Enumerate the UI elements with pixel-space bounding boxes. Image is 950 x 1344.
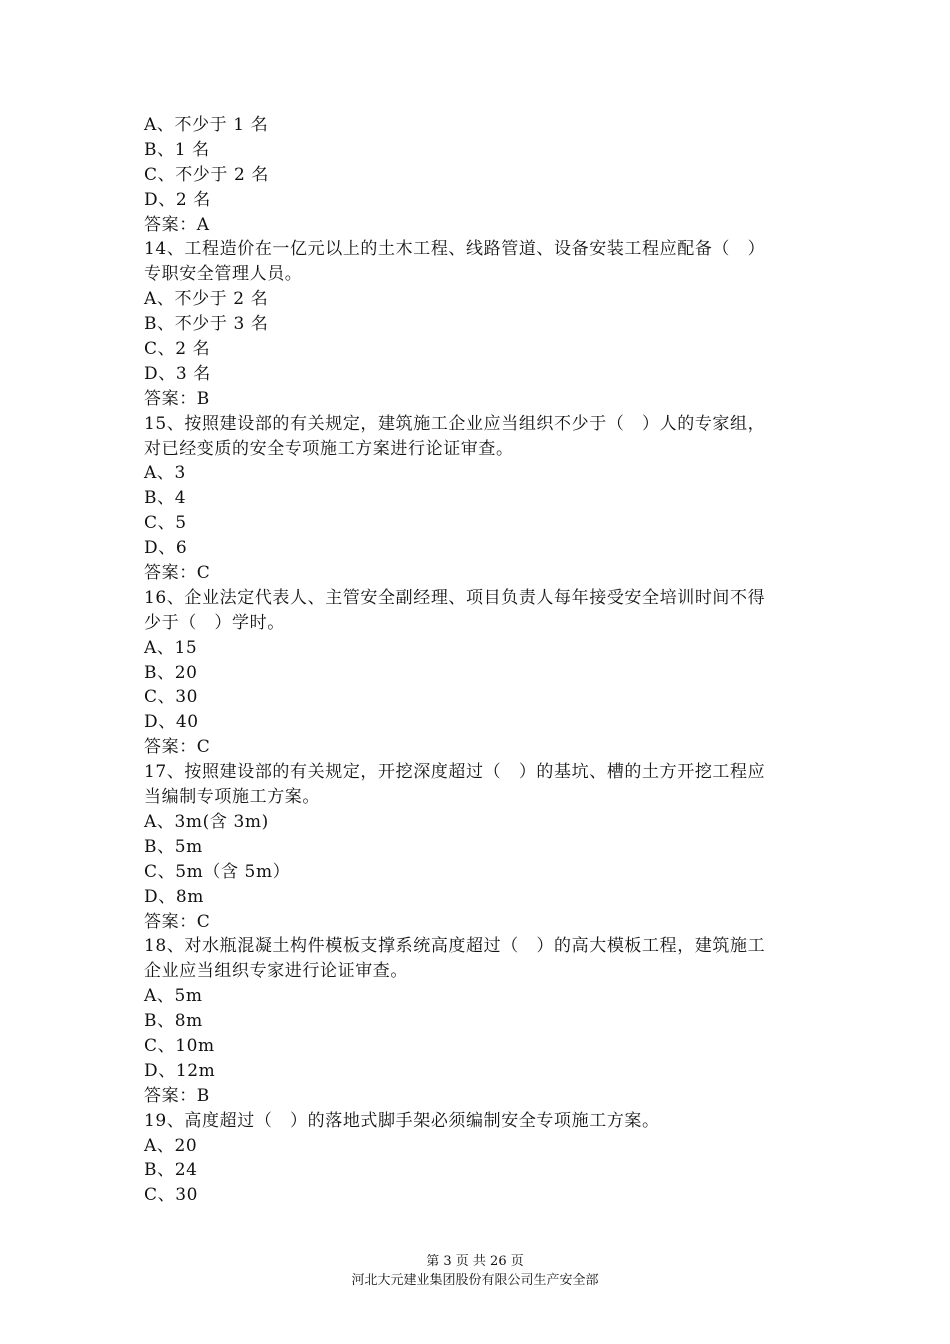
text-line: B、8m xyxy=(144,1011,203,1032)
text-line: D、2 名 xyxy=(144,189,211,210)
text-line: C、30 xyxy=(144,1185,199,1206)
question-line: 14、工程造价在一亿元以上的土木工程、线路管道、设备安装工程应配备（ ） xyxy=(144,239,766,260)
text-line: D、3 名 xyxy=(144,363,211,384)
text-line: A、3 xyxy=(144,463,186,484)
text-line: B、4 xyxy=(144,488,187,509)
text-line: B、20 xyxy=(144,662,198,683)
question-line: 18、对水瓶混凝土构件模板支撑系统高度超过（ ）的高大模板工程，建筑施工 xyxy=(144,936,766,957)
text-line: D、8m xyxy=(144,886,204,907)
answer-line: 答案：A xyxy=(144,214,210,235)
text-line: C、5 xyxy=(144,513,187,534)
question-line: 企业应当组织专家进行论证审查。 xyxy=(144,961,408,982)
text-line: C、10m xyxy=(144,1035,215,1056)
text-line: A、15 xyxy=(144,637,198,658)
text-line: B、5m xyxy=(144,836,203,857)
question-line: 19、高度超过（ ）的落地式脚手架必须编制安全专项施工方案。 xyxy=(144,1110,660,1131)
text-line: C、2 名 xyxy=(144,339,211,360)
answer-line: 答案：C xyxy=(144,563,211,584)
text-line: B、不少于 3 名 xyxy=(144,314,269,335)
page-number: 第 3 页 共 26 页 xyxy=(426,1254,524,1269)
text-line: A、3m(含 3m) xyxy=(144,811,269,832)
question-line: 17、按照建设部的有关规定，开挖深度超过（ ）的基坑、槽的土方开挖工程应 xyxy=(144,762,766,783)
document-body xyxy=(144,113,814,1208)
answer-line: 答案：B xyxy=(144,388,210,409)
answer-line: 答案：C xyxy=(144,911,211,932)
answer-line: 答案：B xyxy=(144,1085,210,1106)
text-line: A、不少于 2 名 xyxy=(144,289,269,310)
question-line: 对已经变质的安全专项施工方案进行论证审查。 xyxy=(144,438,514,459)
text-line: D、40 xyxy=(144,712,199,733)
text-line: A、不少于 1 名 xyxy=(144,115,269,135)
question-line: 当编制专项施工方案。 xyxy=(144,787,320,808)
text-line: D、12m xyxy=(144,1060,216,1081)
text-line: A、20 xyxy=(144,1135,198,1156)
text-line: A、5m xyxy=(144,986,203,1007)
text-line: D、6 xyxy=(144,538,188,559)
text-line: B、24 xyxy=(144,1160,198,1181)
question-line: 15、按照建设部的有关规定，建筑施工企业应当组织不少于（ ）人的专家组， xyxy=(144,413,766,434)
answer-line: 答案：C xyxy=(144,737,211,758)
question-line: 少于（ ）学时。 xyxy=(144,612,285,633)
text-line: C、30 xyxy=(144,687,199,708)
question-line: 16、企业法定代表人、主管安全副经理、项目负责人每年接受安全培训时间不得 xyxy=(144,587,766,608)
text-line: B、1 名 xyxy=(144,139,210,160)
text-line: C、不少于 2 名 xyxy=(144,164,270,185)
footer-organization: 河北大元建业集团股份有限公司生产安全部 xyxy=(351,1273,599,1288)
text-line: C、5m（含 5m） xyxy=(144,861,291,882)
question-line: 专职安全管理人员。 xyxy=(144,264,303,285)
